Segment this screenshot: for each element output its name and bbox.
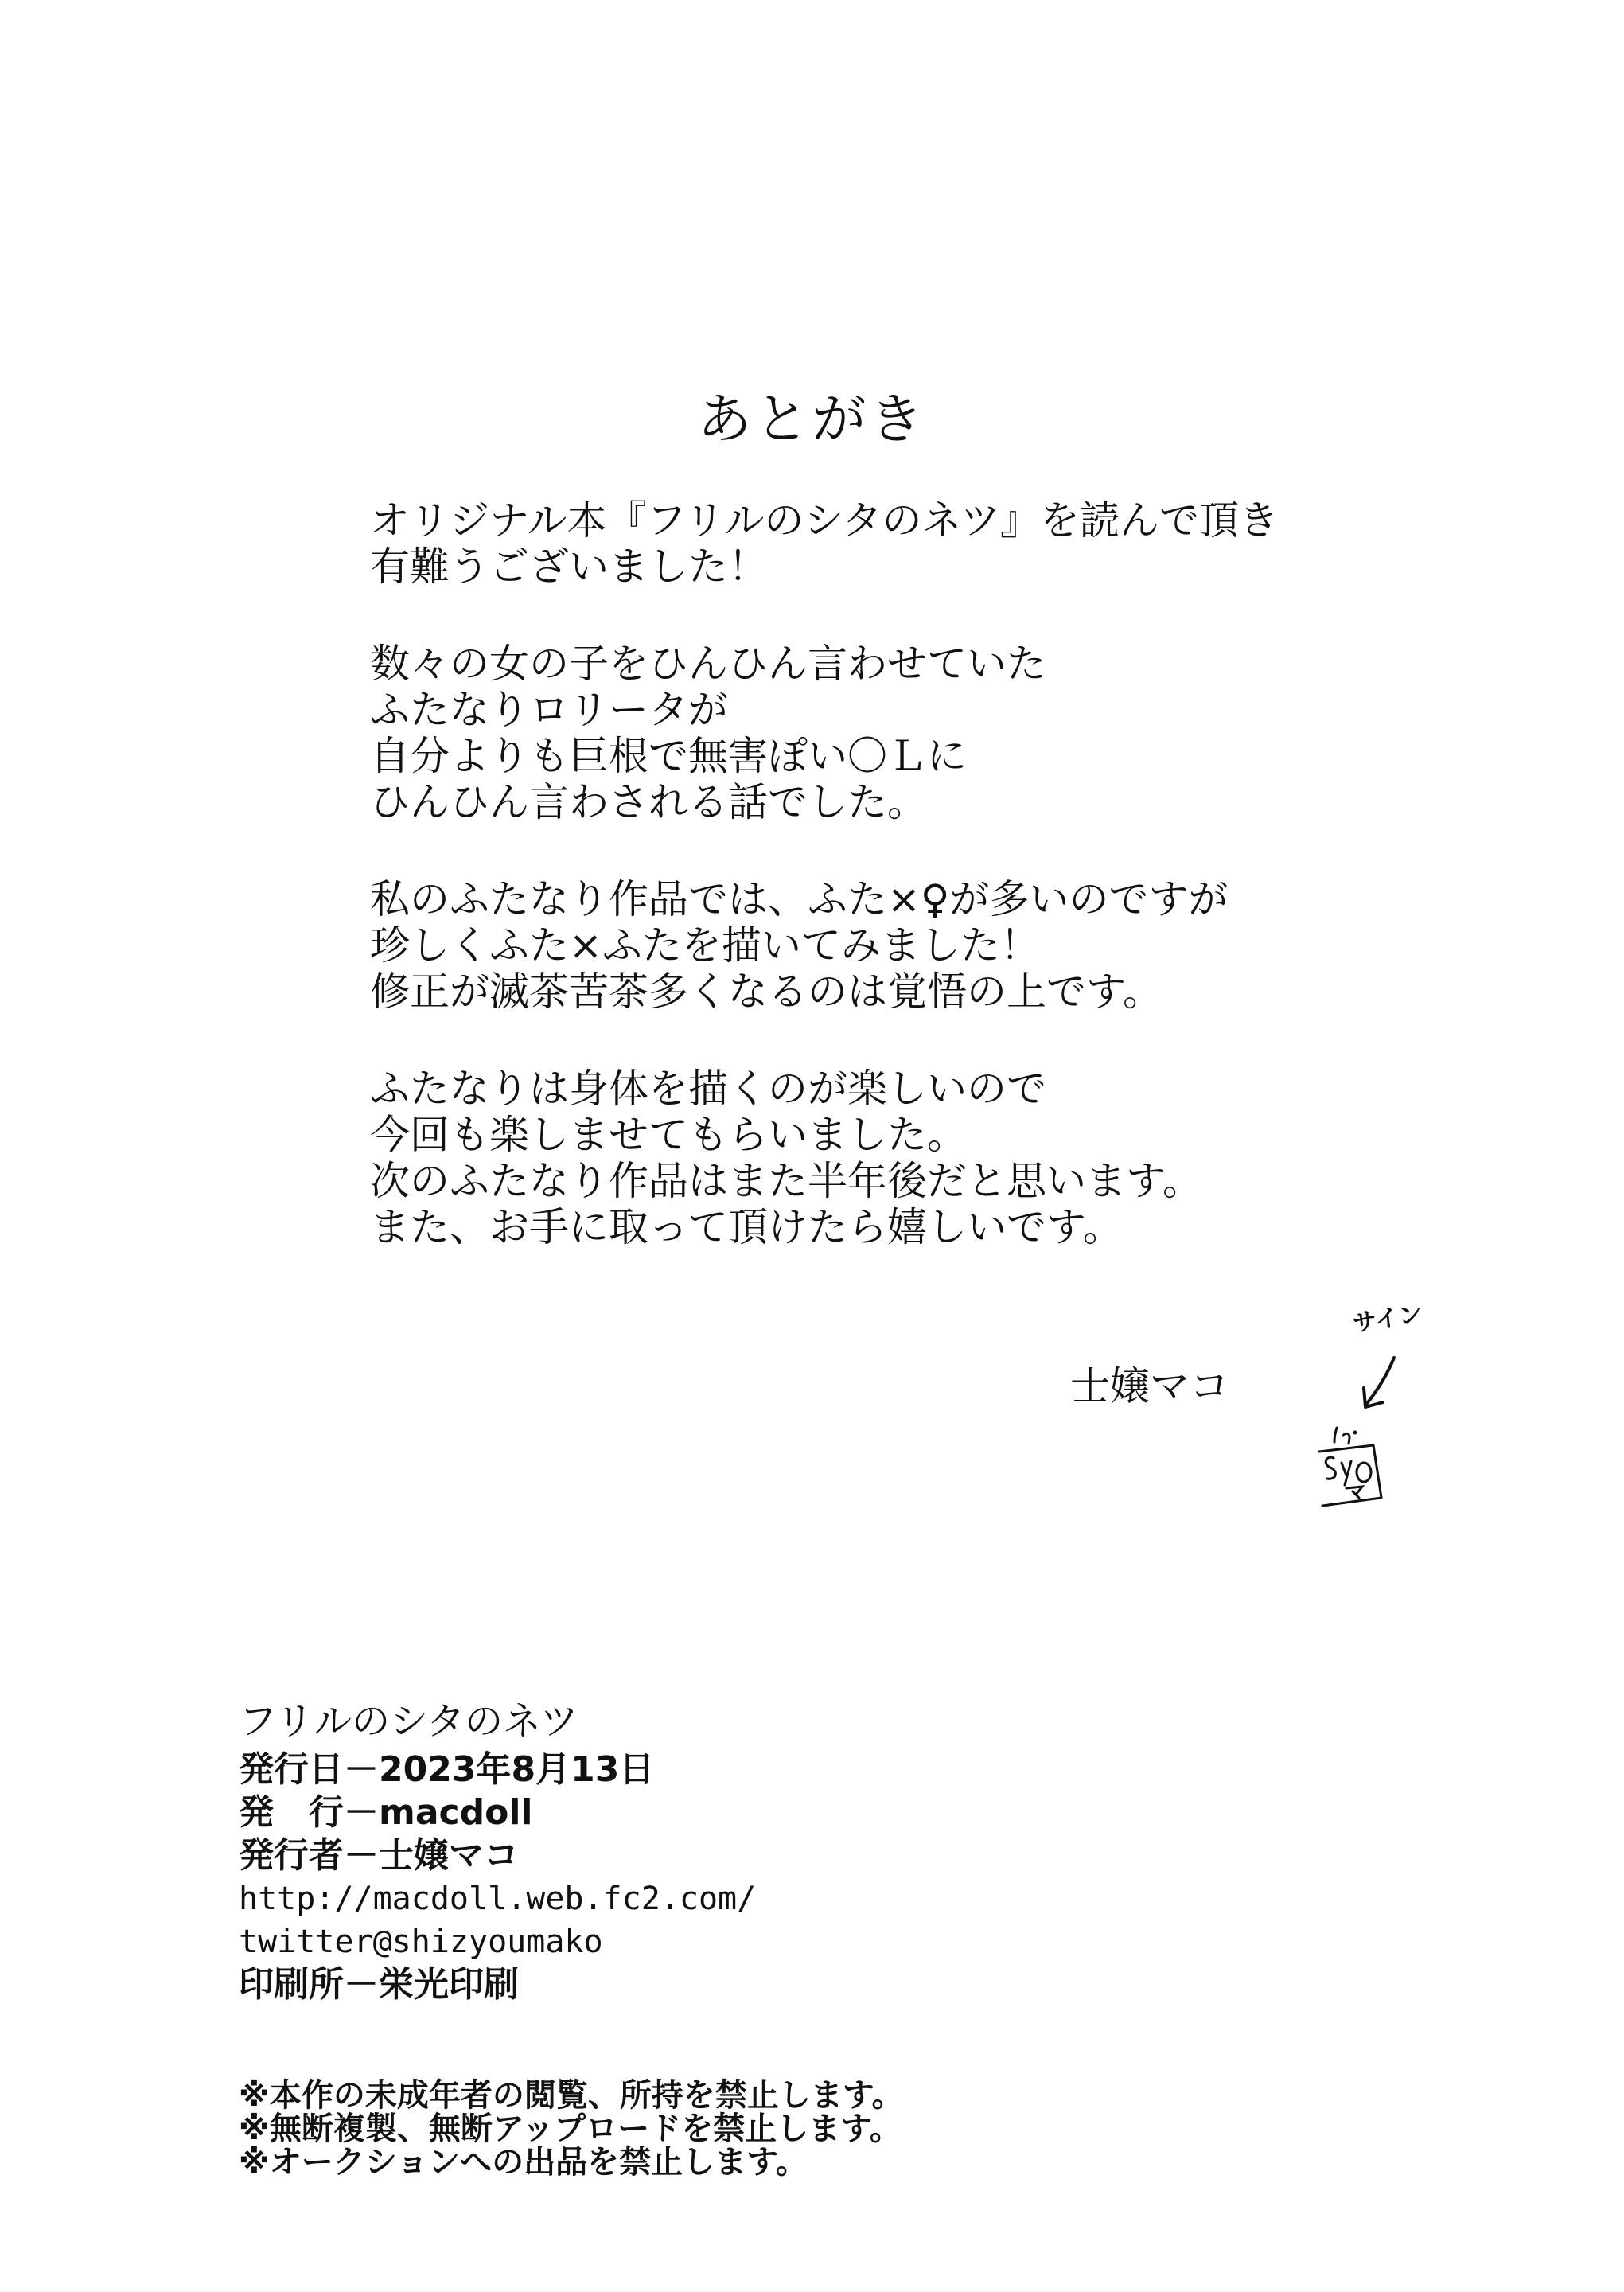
notice-line: ※本作の未成年者の閲覧、所持を禁止します。 (239, 2077, 904, 2114)
text-line: ひんひん言わされる話でした。 (370, 779, 927, 825)
text-line: 修正が滅茶苦茶多くなるのは覚悟の上です。 (370, 969, 1163, 1015)
sign-note: サイン (1350, 1300, 1424, 1338)
printer: 印刷所－栄光印刷 (239, 1964, 519, 2005)
afterword-title: あとがき (697, 388, 927, 451)
paragraph-works (370, 876, 1325, 1015)
notice-line: ※無断複製、無断アップロードを禁止します。 (239, 2111, 902, 2147)
text-line: 今回も楽しませてもらいました。 (370, 1112, 967, 1158)
afterword-body (370, 497, 1325, 1301)
paragraph-story (370, 641, 1325, 825)
arrow-icon (1353, 1353, 1408, 1417)
notices (239, 2079, 1114, 2179)
text-line: オリジナル本『フリルのシタのネツ』を読んで頂き (370, 497, 1279, 544)
handwritten-signature (1305, 1409, 1400, 1528)
website-url: http://macdoll.web.fc2.com/ (239, 1881, 757, 1917)
text-line: 有難うございました！ (370, 544, 768, 590)
twitter-handle: twitter@shizyoumako (239, 1924, 603, 1960)
text-line: ふたなりは身体を描くのが楽しいので (370, 1066, 1046, 1112)
text-line: 次のふたなり作品はまた半年後だと思います。 (370, 1158, 1202, 1204)
book-title: フリルのシタのネツ (239, 1699, 578, 1744)
release-date: 発行日－2023年8月13日 (239, 1749, 655, 1790)
text-line: 私のふたなり作品では、ふた×♀が多いのですが (370, 876, 1229, 922)
text-line: 自分よりも巨根で無害ぽい〇Ｌに (370, 733, 967, 779)
author-name: 士嬢マコ (1070, 1363, 1229, 1409)
colophon (239, 1699, 955, 2006)
paragraph-thanks (370, 497, 1325, 590)
text-line: また、お手に取って頂けたら嬉しいです。 (370, 1204, 1123, 1250)
issuer: 発行者－士嬢マコ (239, 1835, 519, 1876)
text-line: 数々の女の子をひんひん言わせていた (370, 641, 1046, 687)
publisher: 発 行－macdoll (239, 1792, 533, 1833)
text-line: 珍しくふた×ふたを描いてみました！ (370, 922, 1040, 969)
paragraph-closing (370, 1066, 1325, 1250)
text-line: ふたなりロリータが (370, 687, 728, 733)
notice-line: ※オークションへの出品を禁止します。 (239, 2144, 808, 2181)
